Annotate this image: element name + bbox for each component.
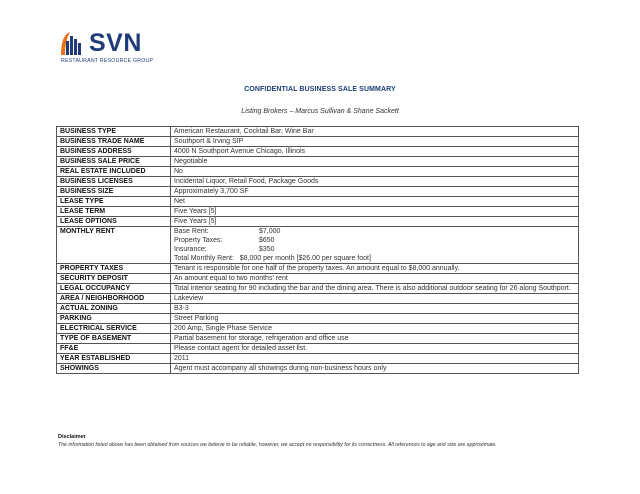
disclaimer-heading: Disclaimer xyxy=(58,434,86,440)
row-value: 200 Amp, Single Phase Service xyxy=(171,324,579,334)
row-value: No xyxy=(171,167,579,177)
row-value: Please contact agent for detailed asset list. xyxy=(171,344,579,354)
monthly-rent-breakdown xyxy=(171,227,579,264)
row-value: Lakeview xyxy=(171,294,579,304)
row-value: Negotiable xyxy=(171,157,579,167)
row-value: Approximately 3,700 SF xyxy=(171,187,579,197)
table-row xyxy=(57,284,579,294)
row-label: BUSINESS TYPE xyxy=(57,127,171,137)
row-value: Tenant is responsible for one half of the property taxes. An amount equal to $8,000 annually. xyxy=(171,264,579,274)
table-row xyxy=(57,157,579,167)
row-label: FF&E xyxy=(57,344,171,354)
row-label: LEGAL OCCUPANCY xyxy=(57,284,171,294)
table-row xyxy=(57,314,579,324)
base-rent-label: Base Rent: xyxy=(174,228,209,235)
summary-table xyxy=(56,126,579,374)
skyline-icon xyxy=(58,29,88,59)
table-row xyxy=(57,177,579,187)
insurance-label: Insurance: xyxy=(174,246,207,253)
row-value: An amount equal to two months' rent xyxy=(171,274,579,284)
table-row xyxy=(57,264,579,274)
table-row xyxy=(57,187,579,197)
table-row xyxy=(57,344,579,354)
row-label: YEAR ESTABLISHED xyxy=(57,354,171,364)
row-value: Partial basement for storage, refrigeration and office use xyxy=(171,334,579,344)
row-value: Southport & Irving SIP xyxy=(171,137,579,147)
row-label: REAL ESTATE INCLUDED xyxy=(57,167,171,177)
document-title: CONFIDENTIAL BUSINESS SALE SUMMARY xyxy=(244,86,396,93)
row-label: BUSINESS ADDRESS xyxy=(57,147,171,157)
table-row xyxy=(57,167,579,177)
row-value: Five Years [5] xyxy=(171,207,579,217)
row-value: 2011 xyxy=(171,354,579,364)
table-row xyxy=(57,207,579,217)
row-label: SHOWINGS xyxy=(57,364,171,374)
row-value: Five Years [5] xyxy=(171,217,579,227)
table-row xyxy=(57,304,579,314)
table-row-monthly-rent xyxy=(57,227,579,264)
row-label: BUSINESS SALE PRICE xyxy=(57,157,171,167)
row-value: Net xyxy=(171,197,579,207)
row-label: BUSINESS TRADE NAME xyxy=(57,137,171,147)
row-label: ELECTRICAL SERVICE xyxy=(57,324,171,334)
table-row xyxy=(57,147,579,157)
row-value: Incidental Liquor, Retail Food, Package Goods xyxy=(171,177,579,187)
row-label: LEASE OPTIONS xyxy=(57,217,171,227)
row-value: 4000 N Southport Avenue Chicago, Illinois xyxy=(171,147,579,157)
row-value: B3-3 xyxy=(171,304,579,314)
row-value: Total interior seating for 90 including the bar and the dining area. There is also additional outdoor seating for 26 along Southport. xyxy=(171,284,579,294)
row-label: PROPERTY TAXES xyxy=(57,264,171,274)
row-label: AREA / NEIGHBORHOOD xyxy=(57,294,171,304)
table-row xyxy=(57,217,579,227)
total-monthly-rent: Total Monthly Rent: $8,000 per month [$26.00 per square foot] xyxy=(174,255,371,262)
table-row xyxy=(57,334,579,344)
table-row xyxy=(57,364,579,374)
insurance-value: $350 xyxy=(259,246,275,253)
table-row xyxy=(57,294,579,304)
row-label: BUSINESS LICENSES xyxy=(57,177,171,187)
table-row xyxy=(57,354,579,364)
row-label: ACTUAL ZONING xyxy=(57,304,171,314)
row-label: LEASE TYPE xyxy=(57,197,171,207)
table-row xyxy=(57,324,579,334)
row-value: American Restaurant, Cocktail Bar, Wine Bar xyxy=(171,127,579,137)
table-row xyxy=(57,127,579,137)
table-row xyxy=(57,137,579,147)
listing-brokers: Listing Brokers – Marcus Sullivan & Shane Sackett xyxy=(241,108,399,115)
logo-wordmark: SVN xyxy=(89,29,142,57)
row-label: PARKING xyxy=(57,314,171,324)
row-label: MONTHLY RENT xyxy=(57,227,171,264)
table-row xyxy=(57,274,579,284)
row-label: TYPE OF BASEMENT xyxy=(57,334,171,344)
row-value: Street Parking xyxy=(171,314,579,324)
table-row xyxy=(57,197,579,207)
property-taxes-value: $650 xyxy=(259,237,275,244)
row-label: LEASE TERM xyxy=(57,207,171,217)
row-label: BUSINESS SIZE xyxy=(57,187,171,197)
property-taxes-label: Property Taxes: xyxy=(174,237,223,244)
row-label: SECURITY DEPOSIT xyxy=(57,274,171,284)
row-value: Agent must accompany all showings during non-business hours only xyxy=(171,364,579,374)
disclaimer-text: The information listed above has been obtained from sources we believe to be reliable, however, we accept no responsibility for its correctness. All references to age and size are approximate. xyxy=(58,442,497,448)
logo-subtitle: RESTAURANT RESOURCE GROUP xyxy=(61,58,154,64)
base-rent-value: $7,000 xyxy=(259,228,281,235)
svn-logo xyxy=(58,26,168,70)
